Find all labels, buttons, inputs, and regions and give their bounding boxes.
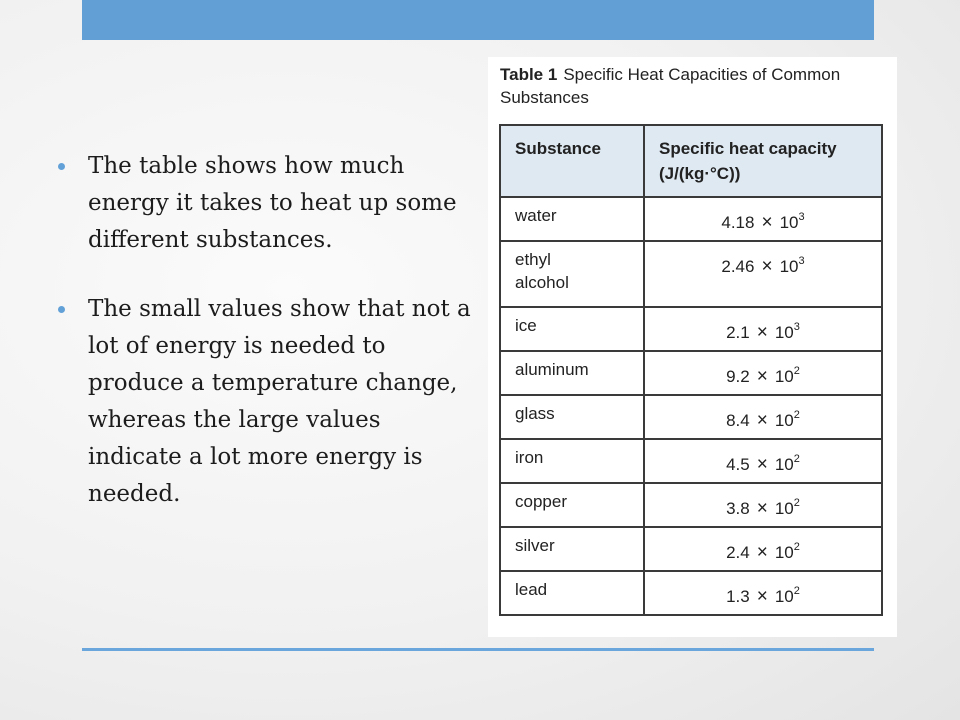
substance-cell: water — [500, 197, 644, 241]
capacity-mantissa: 2.1 — [726, 323, 750, 342]
capacity-exponent: 2 — [793, 497, 800, 509]
table-body — [500, 197, 882, 615]
table-caption-number: Table 1 — [500, 65, 558, 84]
specific-heat-table — [499, 124, 883, 616]
bullet-text: The small values show that not a lot of energy is needed to produce a temperature change, whereas the large values indicate a lot more energy is needed. — [88, 296, 471, 507]
capacity-base: 10 — [779, 213, 799, 232]
bullet-dot-icon — [58, 163, 65, 170]
capacity-cell — [644, 571, 882, 615]
table-row — [500, 483, 882, 527]
capacity-mantissa: 2.46 — [721, 257, 755, 276]
capacity-cell — [644, 439, 882, 483]
bullet-item — [56, 148, 476, 259]
capacity-base: 10 — [774, 499, 794, 518]
capacity-exponent: 2 — [793, 365, 800, 377]
capacity-cell — [644, 307, 882, 351]
capacity-exponent: 3 — [793, 321, 800, 333]
capacity-cell — [644, 395, 882, 439]
capacity-mantissa: 8.4 — [726, 411, 750, 430]
times-icon: × — [756, 410, 768, 431]
capacity-exponent: 2 — [793, 453, 800, 465]
substance-cell: aluminum — [500, 351, 644, 395]
capacity-cell — [644, 197, 882, 241]
table-row — [500, 439, 882, 483]
substance-column-header: Substance — [500, 125, 644, 197]
capacity-cell — [644, 351, 882, 395]
bullet-list — [56, 148, 476, 545]
capacity-base: 10 — [779, 257, 799, 276]
capacity-mantissa: 3.8 — [726, 499, 750, 518]
substance-cell: copper — [500, 483, 644, 527]
substance-cell: iron — [500, 439, 644, 483]
capacity-mantissa: 1.3 — [726, 587, 750, 606]
capacity-base: 10 — [774, 411, 794, 430]
capacity-column-header: Specific heat capacity (J/(kg·°C)) — [644, 125, 882, 197]
capacity-cell — [644, 483, 882, 527]
times-icon: × — [756, 586, 768, 607]
capacity-cell — [644, 527, 882, 571]
capacity-exponent: 3 — [798, 255, 805, 267]
footer-rule — [82, 648, 874, 651]
substance-cell: ethyl alcohol — [500, 241, 644, 307]
capacity-exponent: 2 — [793, 585, 800, 597]
capacity-base: 10 — [774, 543, 794, 562]
bullet-dot-icon — [58, 306, 65, 313]
substance-cell: lead — [500, 571, 644, 615]
capacity-mantissa: 9.2 — [726, 367, 750, 386]
table-header-row — [500, 125, 882, 197]
table-row — [500, 241, 882, 307]
times-icon: × — [756, 498, 768, 519]
table-row — [500, 197, 882, 241]
capacity-mantissa: 4.5 — [726, 455, 750, 474]
substance-cell: glass — [500, 395, 644, 439]
capacity-mantissa: 2.4 — [726, 543, 750, 562]
substance-cell: silver — [500, 527, 644, 571]
times-icon: × — [756, 454, 768, 475]
capacity-exponent: 2 — [793, 541, 800, 553]
specific-heat-table-figure — [488, 57, 897, 637]
table-row — [500, 395, 882, 439]
table-row — [500, 307, 882, 351]
times-icon: × — [756, 322, 768, 343]
times-icon: × — [761, 256, 773, 277]
table-row — [500, 527, 882, 571]
capacity-cell — [644, 241, 882, 307]
capacity-mantissa: 4.18 — [721, 213, 755, 232]
table-row — [500, 571, 882, 615]
times-icon: × — [756, 366, 768, 387]
times-icon: × — [756, 542, 768, 563]
capacity-base: 10 — [774, 455, 794, 474]
capacity-exponent: 2 — [793, 409, 800, 421]
table-caption — [500, 63, 890, 109]
capacity-base: 10 — [774, 367, 794, 386]
table-caption-title: Specific Heat Capacities of Common Substances — [500, 65, 841, 107]
capacity-base: 10 — [774, 323, 794, 342]
table-row — [500, 351, 882, 395]
bullet-item — [56, 291, 476, 513]
header-accent-bar — [82, 0, 874, 40]
capacity-base: 10 — [774, 587, 794, 606]
capacity-exponent: 3 — [798, 211, 805, 223]
substance-cell: ice — [500, 307, 644, 351]
times-icon: × — [761, 212, 773, 233]
bullet-text: The table shows how much energy it takes to heat up some different substances. — [88, 153, 457, 253]
